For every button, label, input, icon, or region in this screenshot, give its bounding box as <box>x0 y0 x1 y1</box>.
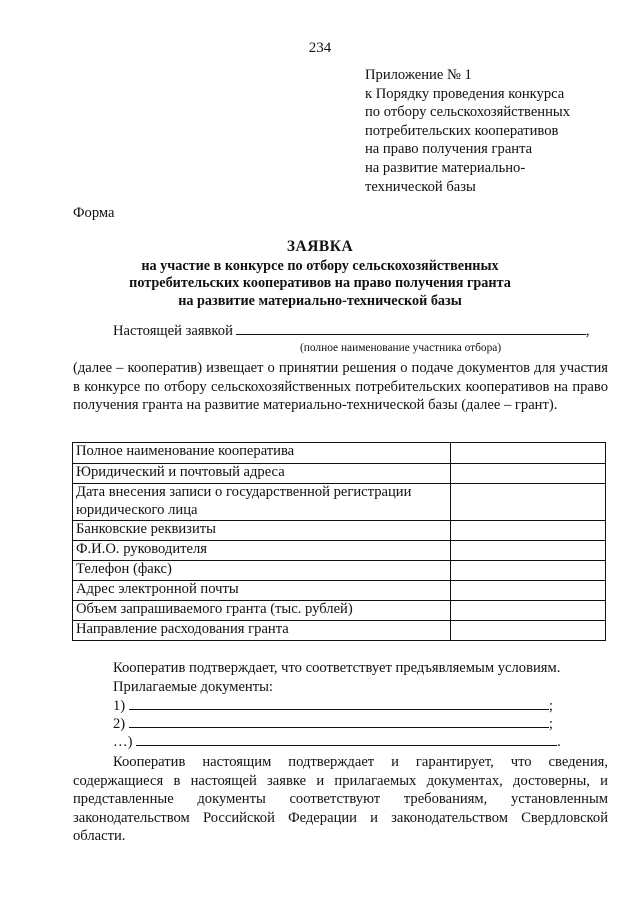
appendix-line: технической базы <box>365 178 476 195</box>
table-row-value[interactable] <box>450 541 605 561</box>
table-row <box>73 484 606 521</box>
table-row <box>73 443 606 464</box>
attached-doc-number: 1) <box>113 698 126 714</box>
attached-doc-blank[interactable] <box>136 734 557 746</box>
appendix-line: Приложение № 1 <box>365 67 472 83</box>
attached-doc-number: …) <box>113 734 133 750</box>
attached-doc-suffix: ; <box>548 698 553 714</box>
title-line: потребительских кооперативов на право получения гранта <box>129 275 511 291</box>
table-row <box>73 601 606 621</box>
table-row-value[interactable] <box>450 581 605 601</box>
table-row-value[interactable] <box>450 561 605 581</box>
table-row-label: Банковские реквизиты <box>73 521 451 541</box>
intro-comma: , <box>585 323 590 339</box>
table-row <box>73 581 606 601</box>
attached-doc-line <box>113 698 563 715</box>
table-row-label: Объем запрашиваемого гранта (тыс. рублей) <box>73 601 451 621</box>
title-line: на участие в конкурсе по отбору сельскохозяйственных <box>141 257 499 274</box>
appendix-line: на право получения гранта <box>365 141 533 158</box>
table-row <box>73 541 606 561</box>
table-row-value[interactable] <box>450 601 605 621</box>
title-line: на развитие материально-технической базы <box>178 292 462 309</box>
appendix-line: на развитие материально- <box>365 159 526 176</box>
table-row <box>73 521 606 541</box>
appendix-line: к Порядку проведения конкурса <box>365 85 565 102</box>
attached-doc-blank[interactable] <box>129 698 549 710</box>
document-title <box>0 238 640 310</box>
attached-doc-line <box>113 716 563 733</box>
table-row-value[interactable] <box>450 484 605 521</box>
attached-doc-line <box>113 734 563 751</box>
title-main: ЗАЯВКА <box>286 238 354 255</box>
appendix-line: потребительских кооперативов <box>365 122 559 139</box>
attached-doc-number: 2) <box>113 716 126 732</box>
intro-line <box>113 323 613 340</box>
attached-doc-suffix: ; <box>548 716 553 732</box>
table-row-value[interactable] <box>450 521 605 541</box>
table-row-value[interactable] <box>450 443 605 464</box>
table-row <box>73 561 606 581</box>
table-row-label: Ф.И.О. руководителя <box>73 541 451 561</box>
table-row-value[interactable] <box>450 464 605 484</box>
appendix-heading <box>365 66 615 196</box>
attached-doc-blank[interactable] <box>129 716 549 728</box>
appendix-line: по отбору сельскохозяйственных <box>365 104 571 121</box>
table-row <box>73 464 606 484</box>
confirm-statement: Кооператив подтверждает, что соответствует предъявляемым условиям. <box>113 660 561 676</box>
form-label: Форма <box>73 205 115 221</box>
attached-doc-suffix: . <box>557 734 561 750</box>
table-row-label: Адрес электронной почты <box>73 581 451 601</box>
table-row-label: Телефон (факс) <box>73 561 451 581</box>
table-row <box>73 621 606 641</box>
intro-paragraph: (далее – кооператив) извещает о принятии решения о подаче документов для участия в конкурсе по отбору сельскохозяйственных потребительских кооперативов на право получения гранта на развитие материально-технической базы (далее – грант). <box>73 360 608 414</box>
attached-docs-title: Прилагаемые документы: <box>113 679 273 695</box>
guarantee-paragraph: Кооператив настоящим подтверждает и гарантирует, что сведения, содержащиеся в настоящей заявке и прилагаемых документах, достоверны, и представленные документы соответствуют требованиям, установленным законодательством Российской Федерации и законодательством Свердловской области. <box>73 754 608 845</box>
page-number: 234 <box>308 40 332 56</box>
intro-lead: Настоящей заявкой <box>113 323 233 339</box>
applicant-name-hint: (полное наименование участника отбора) <box>300 342 502 354</box>
applicant-name-blank[interactable] <box>236 323 586 335</box>
table-row-label: Полное наименование кооператива <box>73 443 451 464</box>
table-row-value[interactable] <box>450 621 605 641</box>
table-row-label: Направление расходования гранта <box>73 621 451 641</box>
table-row-label: Дата внесения записи о государственной регистрации юридического лица <box>73 484 451 521</box>
table-row-label: Юридический и почтовый адреса <box>73 464 451 484</box>
applicant-info-table <box>72 442 606 641</box>
